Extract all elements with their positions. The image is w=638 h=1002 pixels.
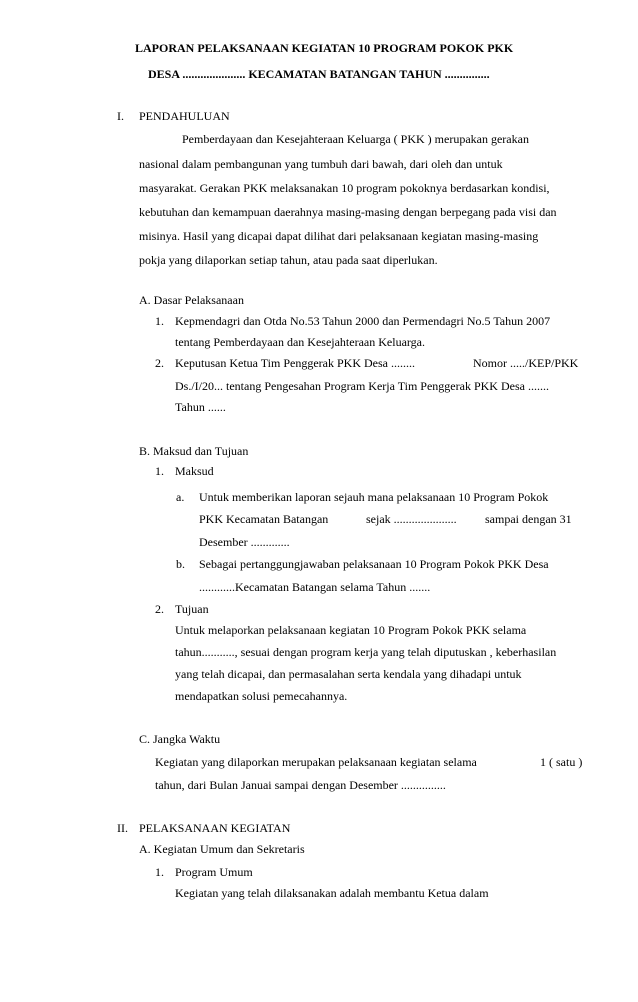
section-2-heading: PELAKSANAAN KEGIATAN: [139, 821, 291, 835]
report-title-line2: DESA ..................... KECAMATAN BATANGAN TAHUN ...............: [148, 67, 490, 81]
report-title-line1: LAPORAN PELAKSANAAN KEGIATAN 10 PROGRAM POKOK PKK: [135, 41, 514, 55]
subsection-b-heading: B. Maksud dan Tujuan: [139, 444, 249, 458]
tujuan-label: Tujuan: [175, 602, 209, 616]
program-umum-label: Program Umum: [175, 865, 253, 879]
basis-item-2-number: Nomor ...../KEP/PKK: [473, 356, 579, 370]
tujuan-line: yang telah dicapai, dan permasalahan serta kendala yang dihadapi untuk: [175, 667, 522, 681]
intro-paragraph-line: misinya. Hasil yang dicapai dapat dilihat dari pelaksanaan kegiatan masing-masing: [139, 229, 539, 243]
intro-paragraph-line: masyarakat. Gerakan PKK melaksanakan 10 program pokoknya berdasarkan kondisi,: [139, 181, 550, 195]
list-number: 1.: [155, 464, 164, 478]
tujuan-line: mendapatkan solusi pemecahannya.: [175, 689, 348, 703]
maksud-a-line: sejak .....................: [366, 512, 457, 526]
list-number: 2.: [155, 602, 164, 616]
subsection-c-heading: C. Jangka Waktu: [139, 732, 221, 746]
basis-item-1-line: Kepmendagri dan Otda No.53 Tahun 2000 dan Permendagri No.5 Tahun 2007: [175, 314, 551, 328]
list-letter: b.: [176, 557, 185, 571]
section-2-number: II.: [117, 821, 128, 835]
section-1-heading: PENDAHULUAN: [139, 109, 230, 123]
tujuan-line: tahun..........., sesuai dengan program kerja yang telah diputuskan , keberhasilan: [175, 645, 557, 659]
duration-line: tahun, dari Bulan Januai sampai dengan Desember ...............: [155, 778, 446, 792]
subsection-a-heading: A. Dasar Pelaksanaan: [139, 293, 244, 307]
maksud-a-line: sampai dengan 31: [485, 512, 572, 526]
intro-paragraph-line: kebutuhan dan kemampuan daerahnya masing-masing dengan berpegang pada visi dan: [139, 205, 557, 219]
basis-item-2-line: Keputusan Ketua Tim Penggerak PKK Desa ........: [175, 356, 415, 370]
list-number: 1.: [155, 314, 164, 328]
maksud-b-line: ............Kecamatan Batangan selama Tahun .......: [199, 580, 431, 594]
maksud-label: Maksud: [175, 464, 214, 478]
tujuan-line: Untuk melaporkan pelaksanaan kegiatan 10 Program Pokok PKK selama: [175, 623, 527, 637]
duration-value: 1 ( satu ): [540, 755, 583, 769]
list-letter: a.: [176, 490, 185, 504]
maksud-a-line: Desember .............: [199, 535, 290, 549]
maksud-b-line: Sebagai pertanggungjawaban pelaksanaan 10 Program Pokok PKK Desa: [199, 557, 549, 571]
intro-paragraph-line: nasional dalam pembangunan yang tumbuh dari bawah, dari oleh dan untuk: [139, 157, 503, 171]
list-number: 2.: [155, 356, 164, 370]
duration-line: Kegiatan yang dilaporkan merupakan pelaksanaan kegiatan selama: [155, 755, 477, 769]
basis-item-2-line: Tahun ......: [175, 400, 226, 414]
basis-item-1-line: tentang Pemberdayaan dan Kesejahteraan Keluarga.: [175, 335, 425, 349]
program-umum-line: Kegiatan yang telah dilaksanakan adalah membantu Ketua dalam: [175, 886, 489, 900]
section-2-subsection-a-heading: A. Kegiatan Umum dan Sekretaris: [139, 842, 305, 856]
maksud-a-line: Untuk memberikan laporan sejauh mana pelaksanaan 10 Program Pokok: [199, 490, 549, 504]
list-number: 1.: [155, 865, 164, 879]
basis-item-2-line: Ds./I/20... tentang Pengesahan Program Kerja Tim Penggerak PKK Desa .......: [175, 379, 549, 393]
maksud-a-line: PKK Kecamatan Batangan: [199, 512, 329, 526]
intro-paragraph-line: pokja yang dilaporkan setiap tahun, atau pada saat diperlukan.: [139, 253, 438, 267]
intro-paragraph-line: Pemberdayaan dan Kesejahteraan Keluarga ( PKK ) merupakan gerakan: [182, 132, 529, 146]
section-1-number: I.: [117, 109, 124, 123]
